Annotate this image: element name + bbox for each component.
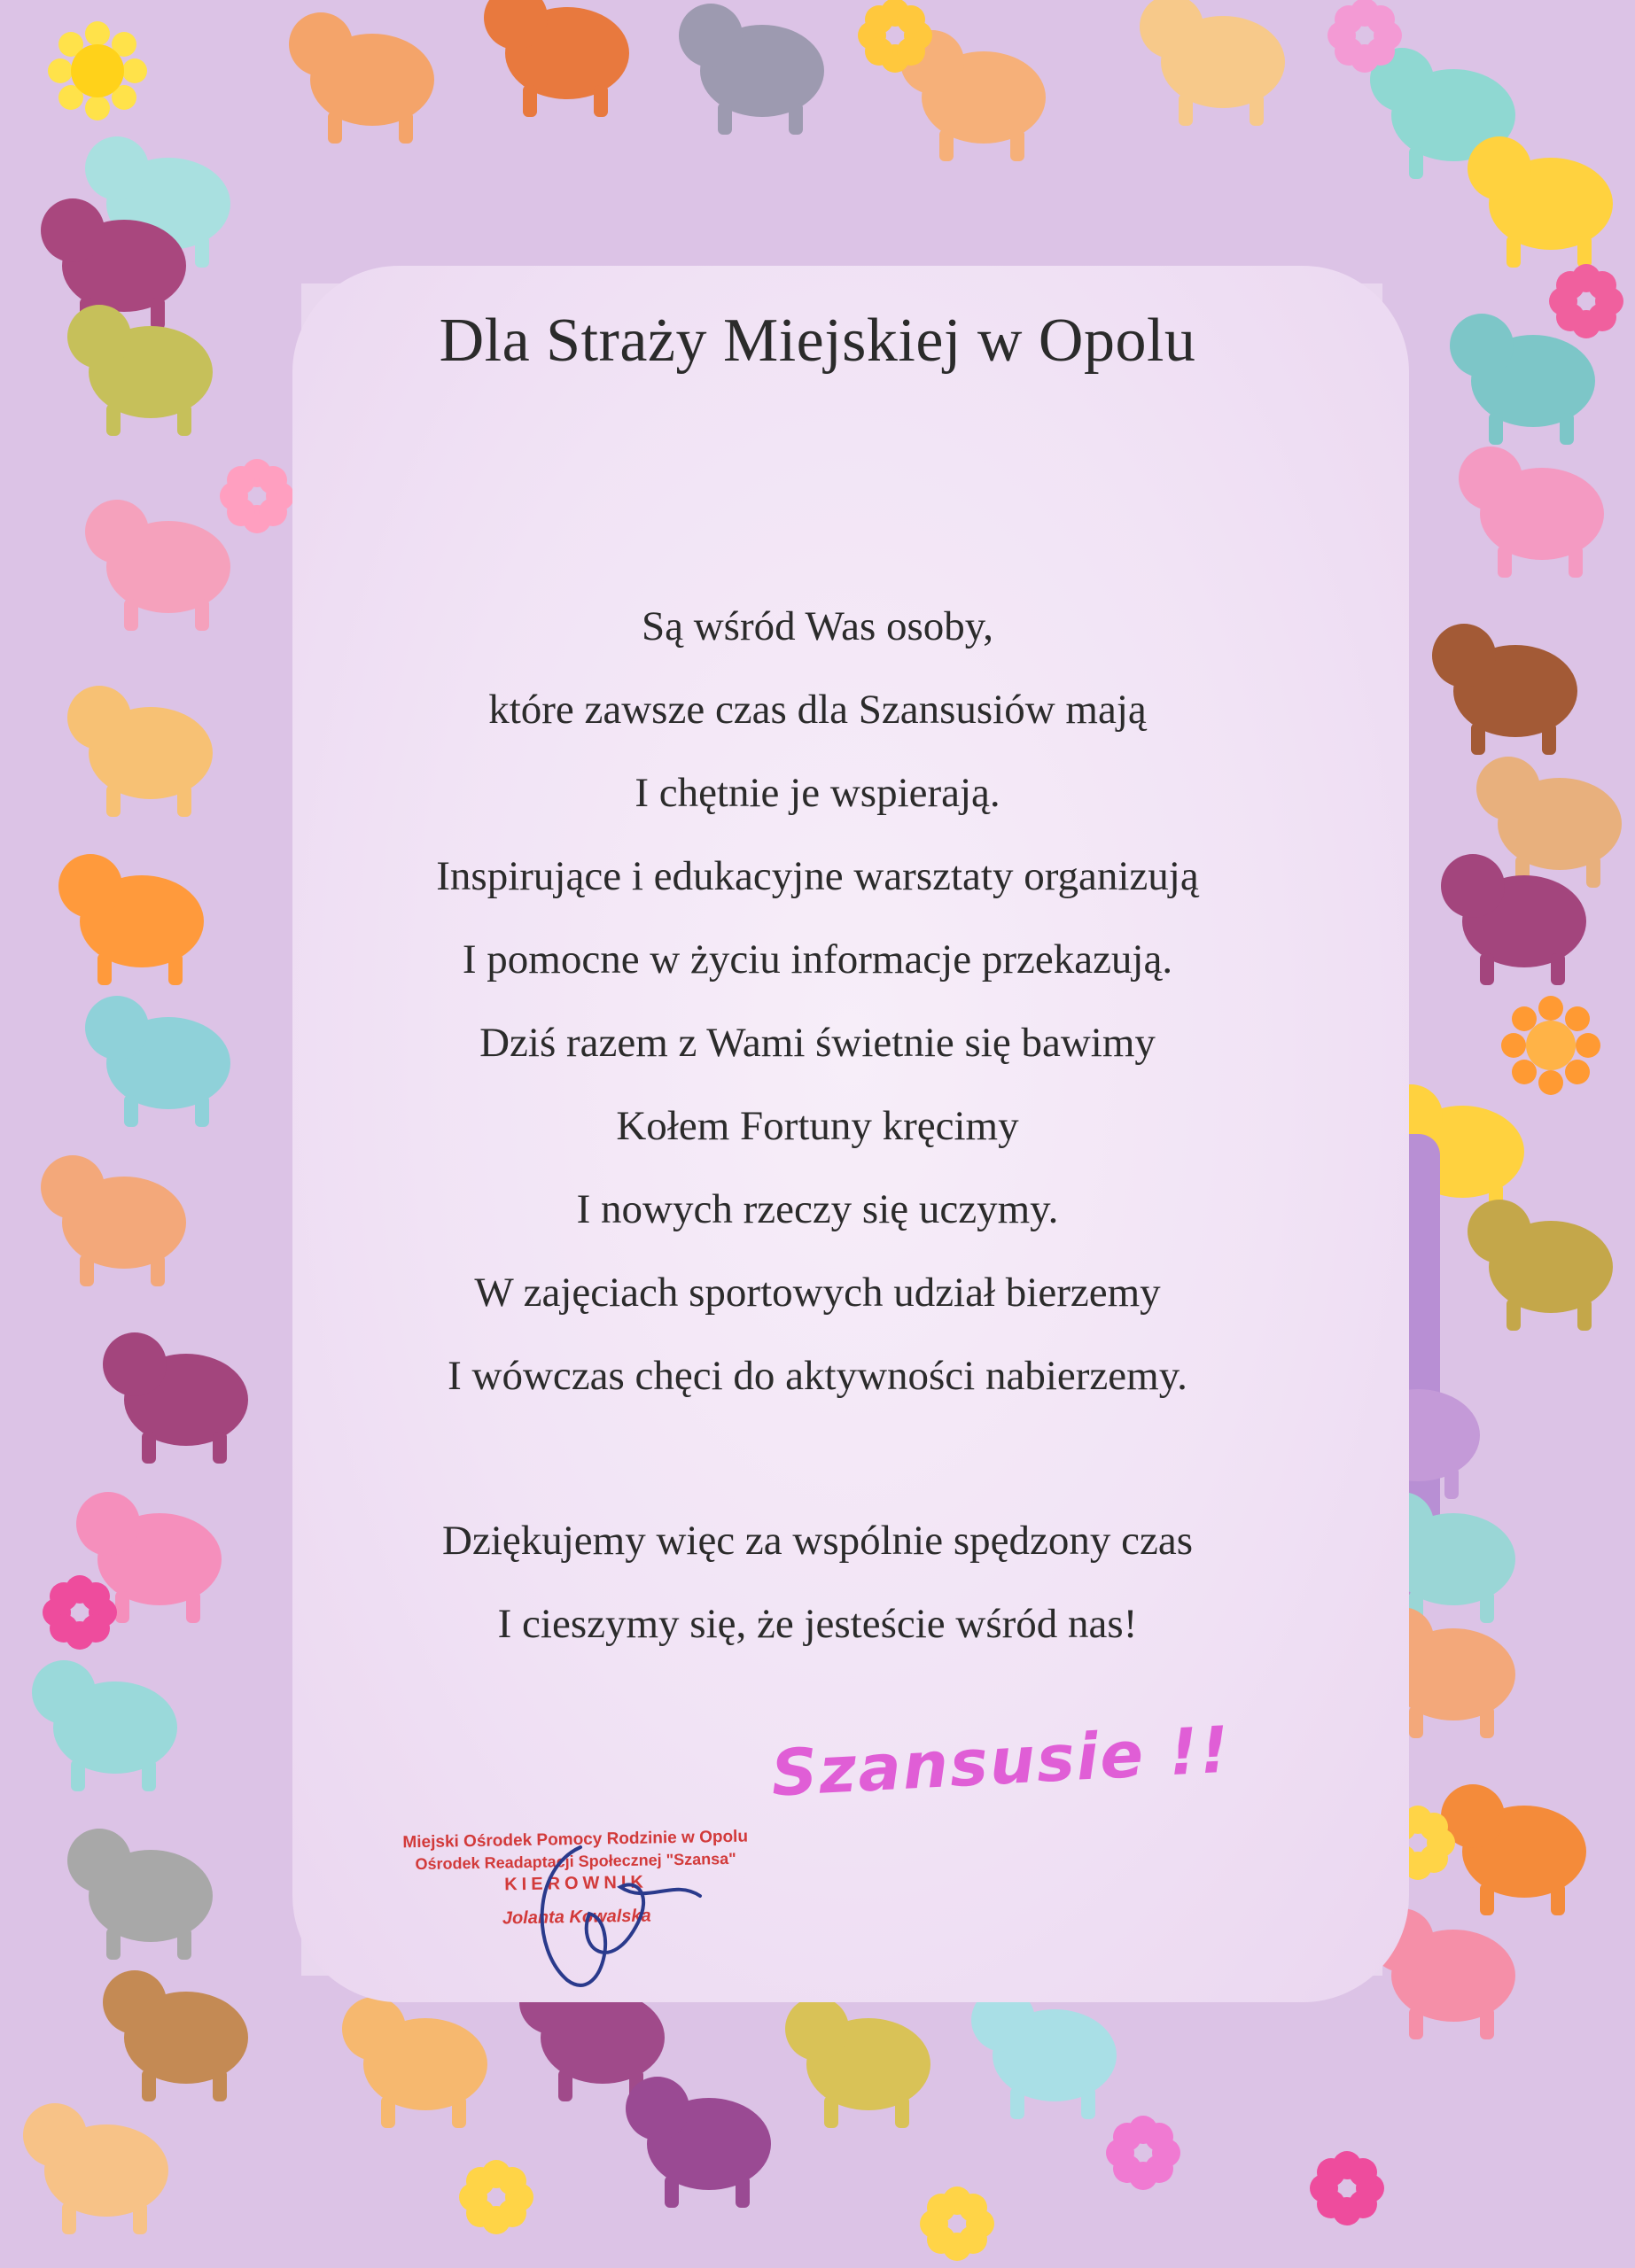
poem-line: I chętnie je wspierają.	[635, 770, 1000, 816]
handwritten-signature: Szansusie !!	[769, 1712, 1233, 1811]
stamp-line: KIEROWNIK	[504, 1872, 649, 1895]
official-stamp	[389, 1826, 763, 1931]
poem-line: I cieszymy się, że jesteście wśród nas!	[497, 1601, 1138, 1647]
poem	[0, 585, 1635, 1666]
poem-line: Dziś razem z Wami świetnie się bawimy	[479, 1020, 1156, 1066]
stanza-gap	[0, 1418, 1635, 1499]
poem-line: I nowych rzeczy się uczymy.	[576, 1186, 1059, 1232]
poem-line: W zajęciach sportowych udział bierzemy	[474, 1270, 1161, 1316]
poem-line: które zawsze czas dla Szansusiów mają	[488, 687, 1147, 733]
stamp-line: Miejski Ośrodek Pomocy Rodzinie w Opolu	[402, 1827, 749, 1852]
poem-line: Kołem Fortuny kręcimy	[616, 1103, 1019, 1149]
poem-line: Dziękujemy więc za wspólnie spędzony czas	[442, 1518, 1193, 1564]
poem-line: I pomocne w życiu informacje przekazują.	[462, 936, 1173, 983]
poem-line: I wówczas chęci do aktywności nabierzemy.	[448, 1353, 1187, 1399]
poem-line: Inspirujące i edukacyjne warsztaty organizują	[436, 853, 1199, 899]
stamp-line: Ośrodek Readaptacji Społecznej "Szansa"	[415, 1849, 736, 1874]
stamp-line: Jolanta Kowalska	[502, 1906, 651, 1929]
poem-line: Są wśród Was osoby,	[641, 603, 994, 649]
page-title: Dla Straży Miejskiej w Opolu	[439, 307, 1196, 375]
